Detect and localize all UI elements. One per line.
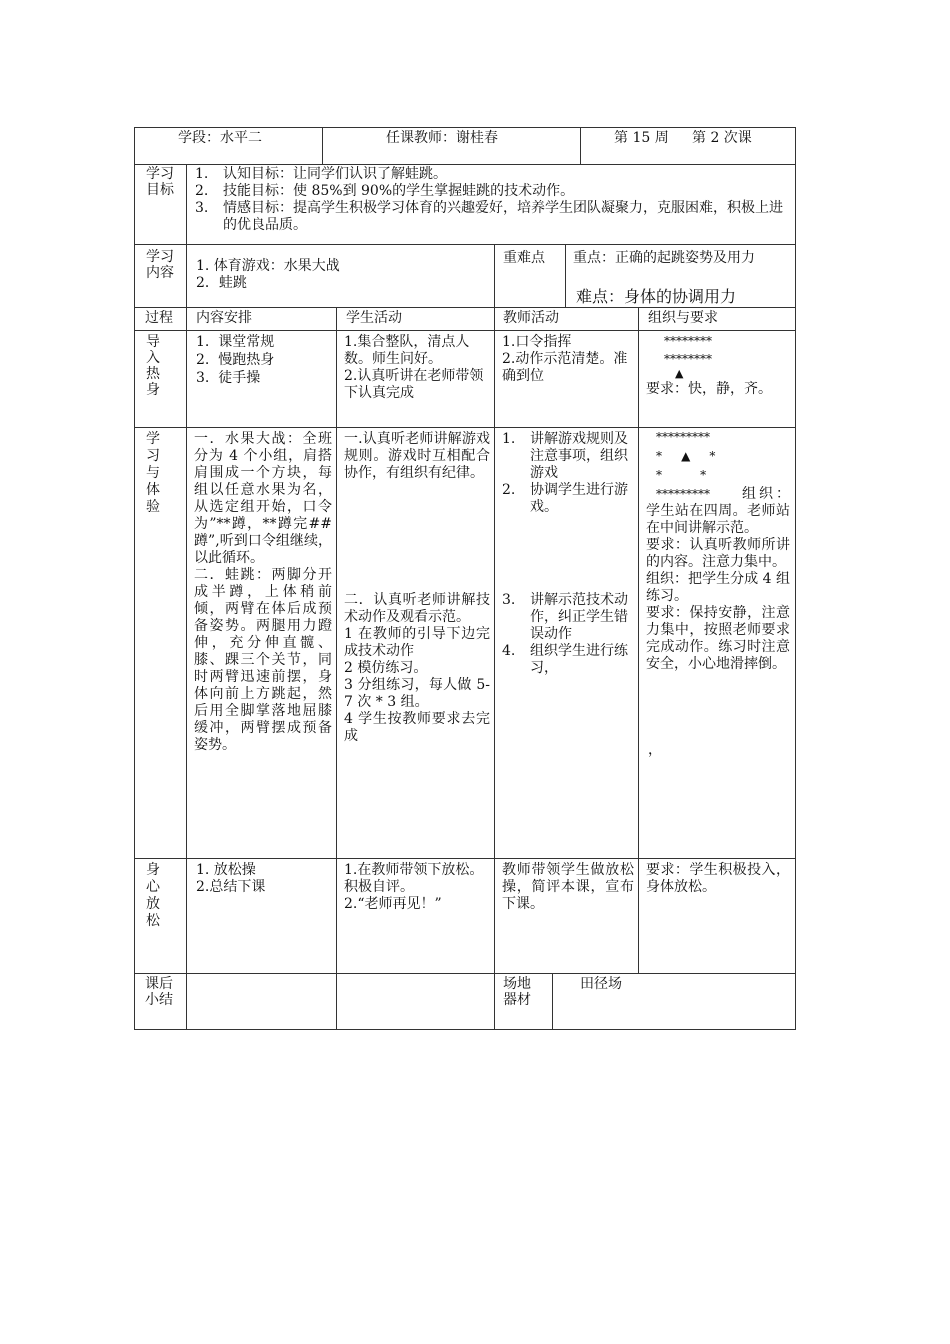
goals-label: 学习 目标: [146, 166, 174, 198]
cooldown-requirement: 要求：学生积极投入，身体放松。: [646, 862, 790, 895]
step-num: 2.: [502, 482, 516, 498]
goal-num: 2.: [195, 183, 209, 199]
warmup-item: 2. 慢跑热身: [196, 352, 275, 368]
step-num: 1.: [502, 431, 516, 447]
difficulty-point: 难点：身体的协调用力: [576, 287, 737, 306]
col-divider: [638, 307, 639, 973]
row-divider: [134, 427, 796, 428]
step-num: 3.: [502, 592, 516, 608]
col-divider: [322, 127, 323, 164]
step-text: 协调学生进行游戏。: [530, 482, 628, 515]
teacher-position-marker: ▲: [675, 367, 684, 380]
col-divider: [494, 307, 495, 1030]
formation-middle: * ▲ *: [656, 449, 716, 463]
formation-top: *********: [656, 430, 710, 444]
learning-organization: 组织：学生站在四周。老师站在中间讲解示范。 要求：认真听教师所讲的内容。注意力集中。 组织：把学生分成 4 组练习。 要求：保持安静，注意力集中，按照老师要求完成动作。练习时注意安全，小心地滑摔倒。: [646, 486, 790, 672]
teacher-step: [502, 592, 632, 643]
venue-label: 场地 器材: [503, 976, 531, 1008]
warmup-label: 导 入 热 身: [146, 334, 160, 398]
warmup-requirement: 要求：快，静，齐。: [646, 381, 772, 397]
row-divider: [134, 330, 796, 331]
goal-num: 3.: [195, 200, 209, 216]
teacher-step: [502, 431, 632, 482]
row-divider: [134, 858, 796, 859]
learning-arrangement: 一．水果大战：全班分为 4 个小组，肩搭肩围成一个方块，每组以任意水果为名，从选定组开始，口令为”**蹲，**蹲完##蹲”,听到口令组继续，以此循环。 二．蛙跳：两脚分开成半蹲，上体稍前倾，两臂在体后成预备姿势。两腿用力蹬伸，充分伸直髋、膝、踝三个关节，同时两臂迅速前摆，身体向前上方跳起，然后用全脚掌落地屈膝缓冲，两臂摆成预备姿势。: [194, 431, 332, 753]
learning-student-skill: 二．认真听老师讲解技术动作及观看示范。 1 在教师的引导下边完成技术动作 2 模仿练习。 3 分组练习，每人做 5-7 次 * 3 组。 4 学生按教师要求去完成: [344, 592, 490, 744]
step-text: 组织学生进行练习，: [530, 643, 628, 676]
goals-list: [195, 166, 790, 234]
cooldown-student: 1.在教师带领下放松。积极自评。 2.“老师再见！”: [344, 862, 484, 912]
summary-label: 课后 小结: [145, 976, 173, 1008]
goal-text: 技能目标：使 85%到 90%的学生掌握蛙跳的技术动作。: [223, 183, 575, 199]
col-divider: [336, 307, 337, 1030]
goal-item: [195, 200, 790, 234]
formation-middle: * *: [656, 468, 707, 482]
step-text: 讲解游戏规则及注意事项，组织游戏: [530, 431, 628, 481]
content-item: 2．蛙跳: [196, 275, 247, 291]
stray-comma: ，: [648, 742, 662, 758]
teacher-name: 任课教师：谢桂春: [386, 130, 498, 146]
week-number: 第 15 周: [614, 130, 669, 146]
warmup-item: 3. 徒手操: [196, 370, 261, 386]
col-header-organization: 组织与要求: [648, 310, 718, 326]
col-header-student: 学生活动: [346, 310, 402, 326]
goal-item: [195, 183, 790, 200]
warmup-student: 1.集合整队，清点人数。师生问好。 2.认真听讲在老师带领下认真完成: [344, 334, 484, 401]
row-divider: [134, 973, 796, 974]
goal-text: 认知目标：让同学们认识了解蛙跳。: [223, 166, 447, 182]
row-divider: [134, 164, 796, 165]
formation-bottom: *********: [656, 487, 710, 501]
col-divider: [565, 244, 566, 307]
goal-text: 情感目标：提高学生积极学习体育的兴趣爱好，培养学生团队凝聚力，克服困难，积极上进的优良品质。: [223, 200, 783, 233]
warmup-formation-row: ********: [664, 352, 712, 366]
cooldown-arrangement: 1. 放松操 2.总结下课: [196, 862, 266, 895]
col-header-arrangement: 内容安排: [196, 310, 252, 326]
cooldown-teacher: 教师带领学生做放松操，简评本课，宣布下课。: [502, 862, 634, 912]
col-divider: [186, 164, 187, 1030]
content-item: 1. 体育游戏：水果大战: [196, 258, 340, 274]
goal-num: 1.: [195, 166, 209, 182]
warmup-teacher: 1.口令指挥 2.动作示范清楚。准确到位: [502, 334, 628, 384]
venue-value: 田径场: [580, 976, 622, 992]
col-divider: [494, 244, 495, 307]
key-difficulty-label: 重难点: [503, 250, 545, 266]
row-divider: [134, 244, 796, 245]
goal-item: [195, 166, 790, 183]
lesson-number: 第 2 次课: [692, 130, 752, 146]
step-text: 讲解示范技术动作，纠正学生错误动作: [530, 592, 628, 642]
teacher-step: [502, 643, 632, 677]
teacher-step: [502, 482, 632, 516]
learning-student-game: 一.认真听老师讲解游戏规则。游戏时互相配合协作，有组织有纪律。: [344, 431, 490, 481]
content-label: 学习 内容: [146, 249, 174, 281]
col-header-process: 过程: [145, 310, 173, 326]
learning-teacher-list-a: [502, 431, 632, 516]
col-header-teacher: 教师活动: [503, 310, 559, 326]
warmup-item: 1. 课堂常规: [196, 334, 275, 350]
warmup-formation-row: ********: [664, 334, 712, 348]
key-point: 重点：正确的起跳姿势及用力: [573, 250, 755, 266]
learning-teacher-list-b: [502, 592, 632, 677]
learning-label: 学 习 与 体 验: [146, 431, 160, 515]
col-divider: [552, 973, 553, 1030]
school-stage: 学段：水平二: [178, 130, 262, 146]
cooldown-label: 身 心 放 松: [146, 862, 160, 929]
row-divider: [134, 307, 796, 308]
step-num: 4.: [502, 643, 516, 659]
col-divider: [580, 127, 581, 164]
